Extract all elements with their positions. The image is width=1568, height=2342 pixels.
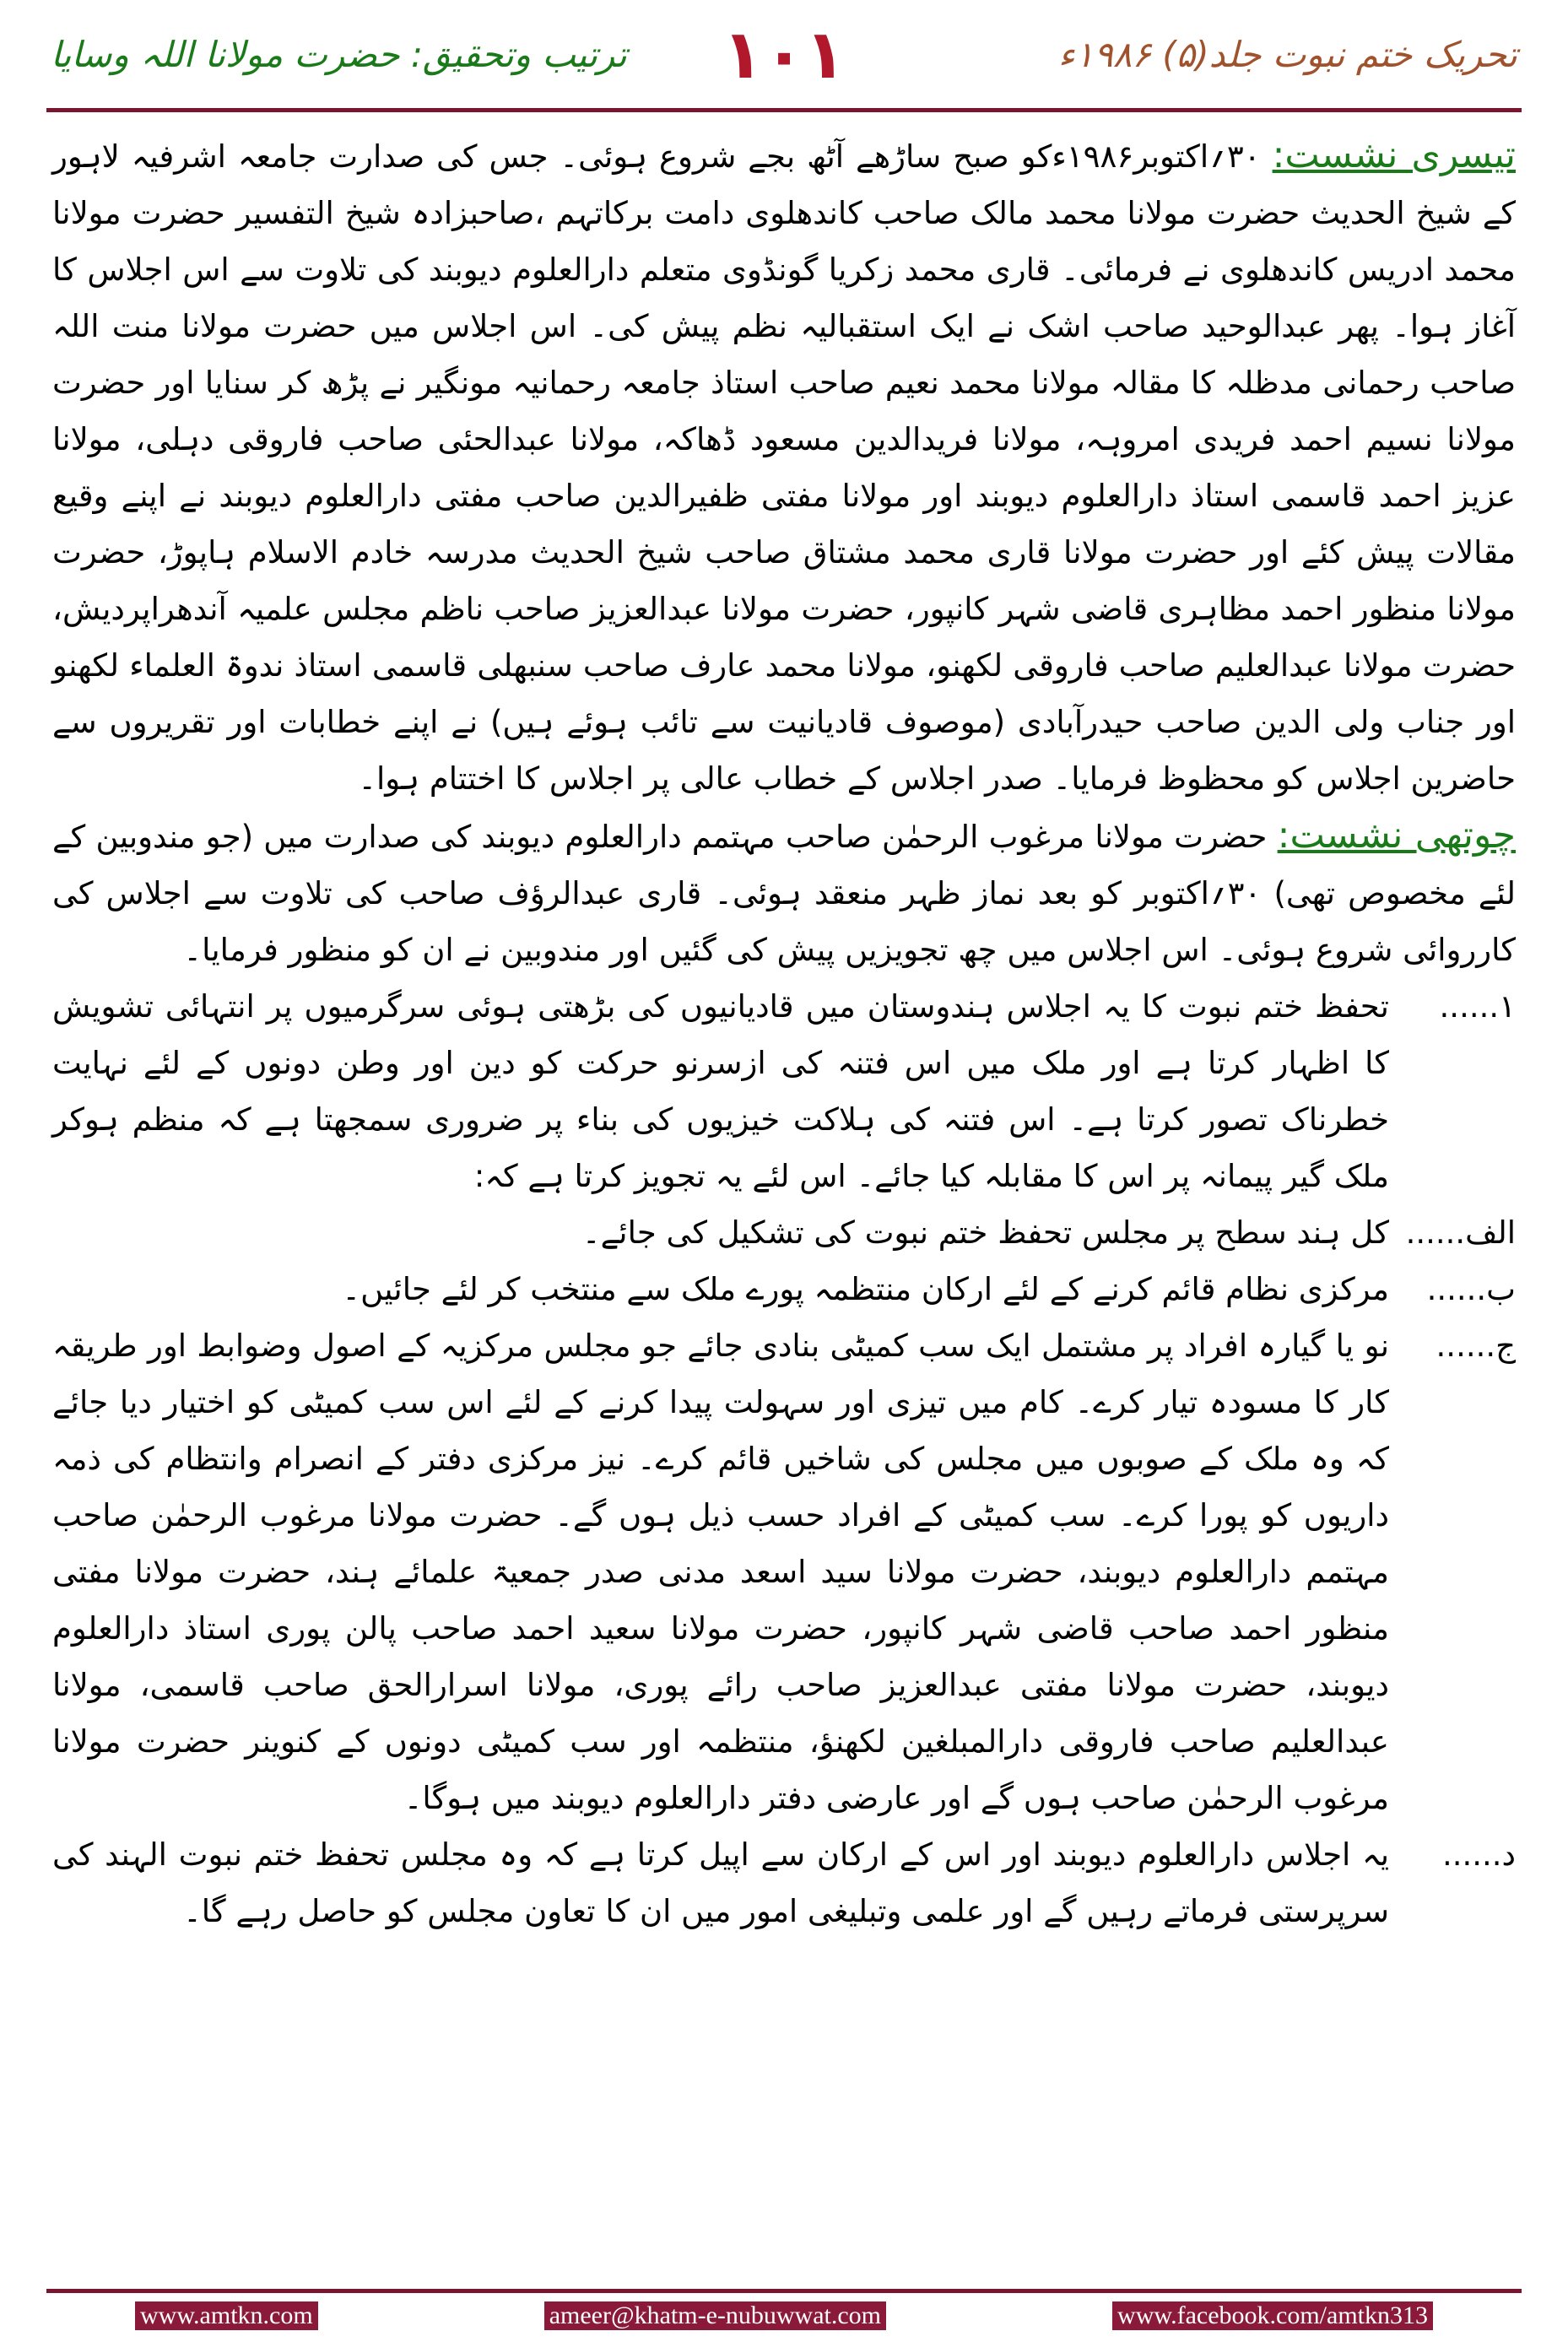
resolution-item xyxy=(52,1204,1516,1261)
page-header xyxy=(51,15,1517,108)
third-session-heading: تیسری نشست: xyxy=(1272,133,1517,176)
resolution-text: مرکزی نظام قائم کرنے کے لئے ارکان منتظمہ پورے ملک سے منتخب کر لئے جائیں۔ xyxy=(342,1271,1389,1307)
page-number: ۱۰۱ xyxy=(722,15,846,94)
resolution-item xyxy=(52,1826,1516,1939)
facebook-link[interactable]: www.facebook.com/amtkn313 xyxy=(1112,2301,1433,2330)
resolution-label: ب...... xyxy=(1426,1271,1516,1307)
resolution-label: الف...... xyxy=(1405,1214,1516,1251)
resolution-label: د...... xyxy=(1441,1836,1516,1873)
book-title: تحریک ختم نبوت جلد(۵) ۱۹۸۶ء xyxy=(1057,34,1517,75)
resolution-item xyxy=(52,1317,1516,1826)
fourth-session-paragraph xyxy=(52,807,1516,978)
third-session-paragraph xyxy=(52,127,1516,807)
footer-divider xyxy=(46,2289,1522,2293)
header-divider xyxy=(46,108,1522,112)
resolution-label: ۱...... xyxy=(1439,988,1516,1025)
resolution-text: نو یا گیارہ افراد پر مشتمل ایک سب کمیٹی بنادی جائے جو مجلس مرکزیہ کے اصول وضوابط اور طریقہ کار کا مسودہ تیار کرے۔ کام میں تیزی اور سہولت پیدا کرنے کے لئے اس سب کمیٹی کو اختیار دیا جائے کہ وہ ملک کے صوبوں میں مجلس کی شاخیں قائم کرے۔ نیز مرکزی دفتر کے انصرام وانتظام کی ذمہ داریوں کو پورا کرے۔ سب کمیٹی کے افراد حسب ذیل ہوں گے۔ حضرت مولانا مرغوب الرحمٰن صاحب مہتمم دارالعلوم دیوبند، حضرت مولانا سید اسعد مدنی صدر جمعیۃ علمائے ہند، حضرت مولانا مفتی منظور احمد صاحب قاضی شہر کانپور، حضرت مولانا سعید احمد صاحب پالن پوری استاذ دارالعلوم دیوبند، حضرت مولانا مفتی عبدالعزیز صاحب رائے پوری، مولانا اسرارالحق صاحب قاسمی، مولانا عبدالعلیم صاحب فاروقی دارالمبلغین لکھنؤ، منتظمہ اور سب کمیٹی دونوں کے کنوینر حضرت مولانا مرغوب الرحمٰن صاحب ہوں گے اور عارضی دفتر دارالعلوم دیوبند میں ہوگا۔ xyxy=(52,1328,1390,1816)
page-footer xyxy=(135,2299,1433,2333)
resolution-item xyxy=(52,978,1516,1204)
email-link[interactable]: ameer@khatm-e-nubuwwat.com xyxy=(544,2301,886,2330)
page-body xyxy=(52,127,1516,2220)
compiler-credit: ترتیب وتحقیق: حضرت مولانا اللہ وسایا xyxy=(51,34,627,75)
fourth-session-heading: چوتھی نشست: xyxy=(1277,814,1516,857)
resolution-text: کل ہند سطح پر مجلس تحفظ ختم نبوت کی تشکیل کی جائے۔ xyxy=(581,1214,1389,1251)
website-link[interactable]: www.amtkn.com xyxy=(135,2301,318,2330)
resolution-text: یہ اجلاس دارالعلوم دیوبند اور اس کے ارکان سے اپیل کرتا ہے کہ وہ مجلس تحفظ ختم نبوت الہند کی سرپرستی فرماتے رہیں گے اور علمی وتبلیغی امور میں ان کا تعاون مجلس کو حاصل رہے گا۔ xyxy=(52,1836,1389,1929)
resolution-label: ج...... xyxy=(1436,1328,1516,1364)
third-session-text: ۳۰؍اکتوبر۱۹۸۶ءکو صبح ساڑھے آٹھ بجے شروع ہوئی۔ جس کی صدارت جامعہ اشرفیہ لاہور کے شیخ الحدیث حضرت مولانا محمد مالک صاحب کاندھلوی دامت برکاتہم ،صاحبزادہ شیخ التفسیر حضرت مولانا محمد ادریس کاندھلوی نے فرمائی۔ قاری محمد زکریا گونڈوی متعلم دارالعلوم دیوبند کی تلاوت سے اس اجلاس کا آغاز ہوا۔ پھر عبدالوحید صاحب اشک نے ایک استقبالیہ نظم پیش کی۔ اس اجلاس میں حضرت مولانا منت اللہ صاحب رحمانی مدظلہ کا مقالہ مولانا محمد نعیم صاحب استاذ جامعہ رحمانیہ مونگیر نے پڑھ کر سنایا اور حضرت مولانا نسیم احمد فریدی امروہہ، مولانا فریدالدین مسعود ڈھاکہ، مولانا عبدالحئی صاحب فاروقی دہلی، مولانا عزیز احمد قاسمی استاذ دارالعلوم دیوبند اور مولانا مفتی ظفیرالدین صاحب مفتی دارالعلوم دیوبند نے اپنے وقیع مقالات پیش کئے اور حضرت مولانا قاری محمد مشتاق صاحب شیخ الحدیث مدرسہ خادم الاسلام ہاپوڑ، حضرت مولانا منظور احمد مظاہری قاضی شہر کانپور، حضرت مولانا عبدالعزیز صاحب ناظم مجلس علمیہ آندھراپردیش، حضرت مولانا عبدالعلیم صاحب فاروقی لکھنو، مولانا محمد عارف صاحب سنبھلی قاسمی استاذ ندوۃ العلماء لکھنو اور جناب ولی الدین صاحب حیدرآبادی (موصوف قادیانیت سے تائب ہوئے ہیں) نے اپنے خطابات اور تقریروں سے حاضرین اجلاس کو محظوظ فرمایا۔ صدر اجلاس کے خطاب عالی پر اجلاس کا اختتام ہوا۔ xyxy=(52,138,1516,797)
resolution-text: تحفظ ختم نبوت کا یہ اجلاس ہندوستان میں قادیانیوں کی بڑھتی ہوئی سرگرمیوں پر انتہائی تشویش کا اظہار کرتا ہے اور ملک میں اس فتنہ کی ازسرنو حرکت کو دین اور وطن دونوں کے لئے نہایت خطرناک تصور کرتا ہے۔ اس فتنہ کی ہلاکت خیزیوں کی بناء پر ضروری سمجھتا ہے کہ منظم ہوکر ملک گیر پیمانہ پر اس کا مقابلہ کیا جائے۔ اس لئے یہ تجویز کرتا ہے کہ: xyxy=(52,988,1389,1194)
fourth-session-text: حضرت مولانا مرغوب الرحمٰن صاحب مہتمم دارالعلوم دیوبند کی صدارت میں (جو مندوبین کے لئے مخصوص تھی) ۳۰؍اکتوبر کو بعد نماز ظہر منعقد ہوئی۔ قاری عبدالرؤف صاحب کی تلاوت سے اجلاس کی کارروائی شروع ہوئی۔ اس اجلاس میں چھ تجویزیں پیش کی گئیں اور مندوبین نے ان کو منظور فرمایا۔ xyxy=(52,819,1516,968)
resolution-item xyxy=(52,1261,1516,1317)
